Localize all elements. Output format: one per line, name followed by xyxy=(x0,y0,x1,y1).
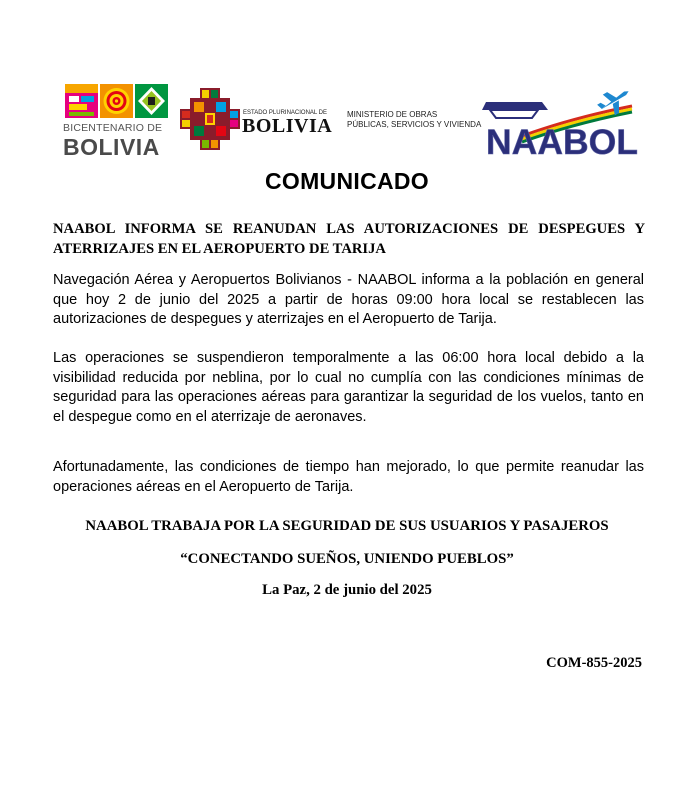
paragraph-1: Navegación Aérea y Aeropuertos Bolivianos - NAABOL informa a la población en general que hoy 2 de junio del 2025 a partir de horas 09:00 hora local se restablecen las autorizaciones de despegues y aterrizajes en el Aeropuerto de Tarija. xyxy=(53,272,644,328)
document-title: COMUNICADO xyxy=(265,168,429,194)
logo-bar xyxy=(0,0,694,170)
document-headline: NAABOL INFORMA SE REANUDAN LAS AUTORIZACIONES DE DESPEGUES Y ATERRIZAJES EN EL AEROPUERTO DE TARIJA xyxy=(53,221,645,257)
paragraph-2: Las operaciones se suspendieron temporalmente a las 06:00 hora local debido a la visibilidad reducida por neblina, por lo cual no cumplía con las condiciones mínimas de seguridad para las operaciones aéreas para garantizar la seguridad de los vuelos, tanto en el despegue como en el aterrizaje de aeronaves. xyxy=(53,350,644,425)
bicentenario-subtitle: BICENTENARIO DE xyxy=(63,122,163,134)
naabol-logo xyxy=(482,88,642,158)
ministerio-logo xyxy=(347,110,487,130)
paragraph-3: Afortunadamente, las condiciones de tiempo han mejorado, lo que permite reanudar las operaciones aéreas en el Aeropuerto de Tarija. xyxy=(53,459,644,495)
closing-statement: NAABOL TRABAJA POR LA SEGURIDAD DE SUS USUARIOS Y PASAJEROS xyxy=(85,518,609,534)
bicentenario-logo xyxy=(63,84,173,160)
estado-bolivia-text: BOLIVIA xyxy=(242,115,333,137)
bicentenario-emblem-icon xyxy=(65,84,169,120)
document-code: COM-855-2025 xyxy=(546,655,642,671)
slogan: “CONECTANDO SUEÑOS, UNIENDO PUEBLOS” xyxy=(180,551,514,567)
estado-plurinacional-text: ESTADO PLURINACIONAL DE xyxy=(243,110,328,116)
naabol-wordmark: NAABOL xyxy=(486,123,638,158)
place-date: La Paz, 2 de junio del 2025 xyxy=(262,582,432,598)
bicentenario-title: BOLIVIA xyxy=(63,134,160,160)
estado-plurinacional-logo xyxy=(180,88,332,156)
chakana-icon xyxy=(180,88,240,150)
ministerio-line-1: MINISTERIO DE OBRAS xyxy=(347,110,438,119)
ministerio-line-2: PÚBLICAS, SERVICIOS Y VIVIENDA xyxy=(347,120,482,129)
